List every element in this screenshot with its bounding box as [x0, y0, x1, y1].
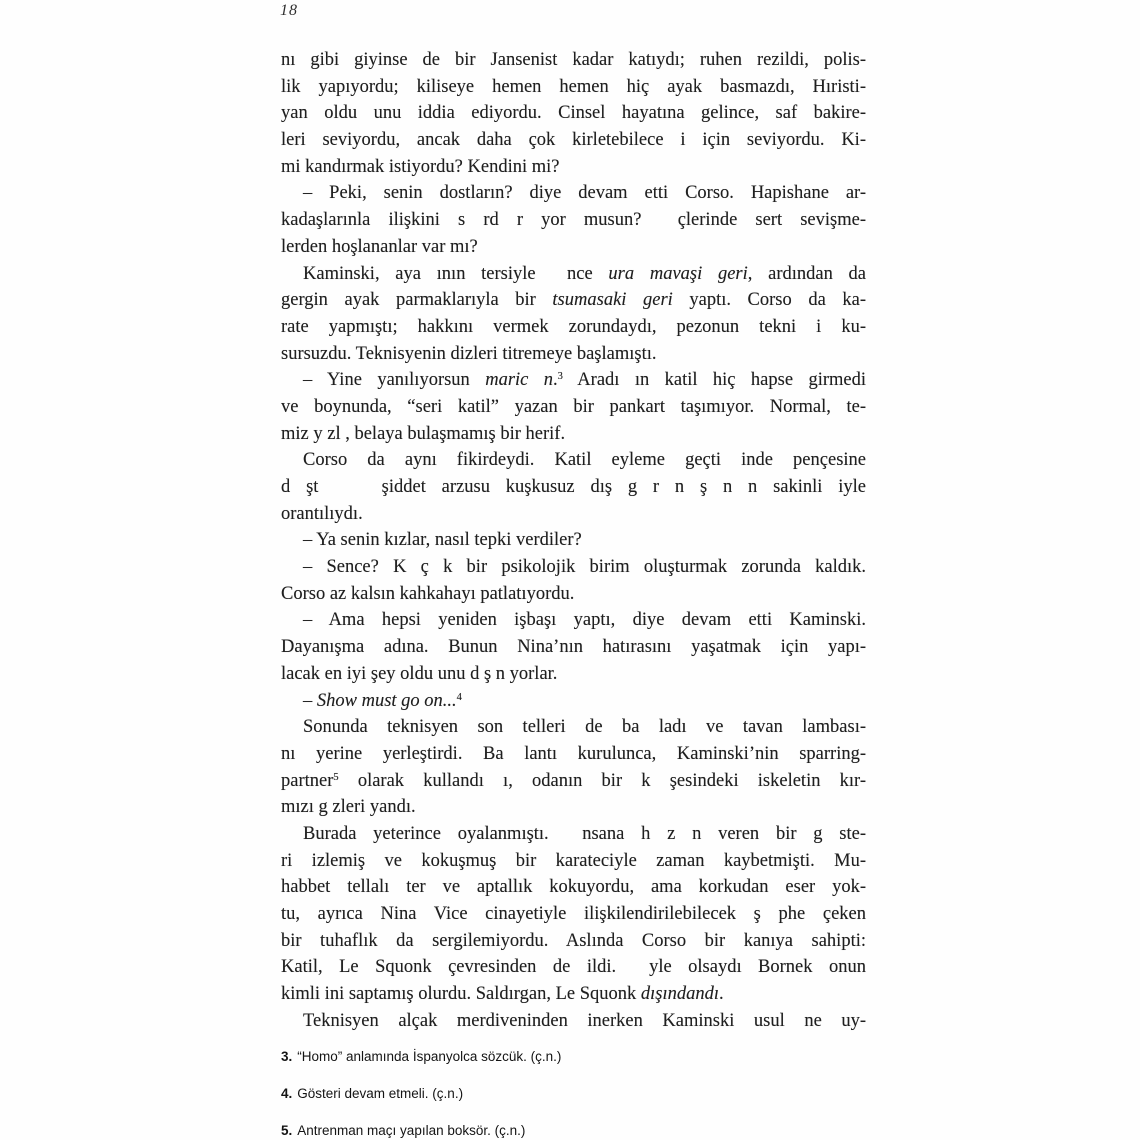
text-segment: . [719, 984, 724, 1005]
text-segment: ve boynunda, “seri katil” yazan bir pankart taşımıyor. Normal, te- [281, 396, 866, 417]
text-segment: yaptı. Corso da ka- [672, 290, 866, 311]
footnote-item [281, 1050, 866, 1064]
text-segment: kimli ini saptamış olurdu. Saldırgan, Le Squonk [281, 984, 641, 1005]
text-segment: – Ya senin kızlar, nasıl tepki verdiler? [303, 530, 582, 551]
text-line [281, 341, 866, 368]
text-segment: Corso az kalsın kahkahayı patlatıyordu. [281, 583, 575, 604]
text-segment: tsumasaki geri [552, 290, 673, 311]
text-segment: Aradı ın katil hiç hapse girmedi [562, 370, 866, 391]
footnote-text: “Homo” anlamında İspanyolca sözcük. (ç.n.) [297, 1049, 562, 1064]
footnote-number: 4. [281, 1086, 293, 1101]
footnote-marker: 4 [456, 691, 462, 703]
text-segment: – Ama hepsi yeniden işbaşı yaptı, diye devam etti Kaminski. [303, 610, 866, 631]
text-line [281, 768, 866, 795]
text-segment: rate yapmıştı; hakkını vermek zorundaydı, pezonun tekni i ku- [281, 316, 866, 337]
text-segment: Show must go on... [316, 690, 457, 711]
text-segment: lik yapıyordu; kiliseye hemen hemen hiç ayak basmazdı, Hıristi- [281, 76, 866, 97]
text-line [281, 207, 866, 234]
text-line [281, 821, 866, 848]
text-segment: sursuzdu. Teknisyenin dizleri titremeye başlamıştı. [281, 343, 657, 364]
text-segment: lerden hoşlananlar var mı? [281, 236, 478, 257]
text-segment: d şt şiddet arzusu kuşkusuz dış g r n ş n n sakinli iyle [281, 477, 866, 497]
text-segment: yan oldu unu iddia ediyordu. Cinsel hayatına gelince, saf bakire- [281, 103, 866, 124]
footnote-text: Gösteri devam etmeli. (ç.n.) [297, 1086, 464, 1101]
text-segment: Sonunda teknisyen son telleri de ba ladı ve tavan lambası- [303, 717, 866, 738]
footnote-marker: 3 [557, 371, 563, 383]
text-line [281, 954, 866, 981]
text-segment: olarak kullandı ı, odanın bir k şesindeki iskeletin kır- [338, 770, 866, 791]
text-line [281, 527, 866, 554]
footnote-item [281, 1124, 866, 1138]
text-line [281, 474, 866, 501]
text-segment: nı gibi giyinse de bir Jansenist kadar katıydı; ruhen rezildi, polis- [281, 50, 866, 70]
text-line [281, 848, 866, 875]
text-line [281, 714, 866, 741]
text-line [281, 314, 866, 341]
text-line [281, 47, 866, 74]
text-line [281, 74, 866, 101]
text-segment: ura mavaşi geri [608, 263, 748, 284]
text-line [281, 180, 866, 207]
text-line [281, 794, 866, 821]
page-body [281, 47, 866, 1034]
text-line [281, 367, 866, 394]
text-line [281, 421, 866, 448]
footnote-number: 3. [281, 1049, 293, 1064]
text-line [281, 287, 866, 314]
text-segment: Corso da aynı fikirdeydi. Katil eyleme geçti inde pençesine [303, 450, 866, 471]
text-line [281, 394, 866, 421]
text-line [281, 981, 866, 1008]
text-line [281, 688, 866, 715]
text-segment: tu, ayrıca Nina Vice cinayetiyle ilişkilendirilebilecek ş phe çeken [281, 904, 866, 924]
text-segment: partner [281, 770, 334, 791]
text-segment: ri izlemiş ve kokuşmuş bir karateciyle zaman kaybetmişti. Mu- [281, 850, 866, 871]
text-line [281, 154, 866, 181]
text-segment: Kaminski, aya ının tersiyle nce [303, 263, 609, 284]
text-segment: maric n [485, 370, 554, 391]
text-segment: dışındandı [640, 984, 719, 1005]
text-segment: Teknisyen alçak merdiveninden inerken Kaminski usul ne uy- [303, 1010, 866, 1031]
text-line [281, 554, 866, 581]
footnotes [281, 1050, 866, 1140]
text-segment: orantılıydı. [281, 503, 363, 524]
text-line [281, 634, 866, 661]
text-line [281, 901, 866, 928]
text-segment: – Peki, senin dostların? diye devam etti Corso. Hapishane ar- [303, 183, 866, 204]
text-line [281, 447, 866, 474]
text-segment: – [303, 690, 317, 711]
text-segment: mi kandırmak istiyordu? Kendini mi? [281, 156, 560, 177]
text-segment: – Yine yanılıyorsun [303, 370, 486, 391]
text-line [281, 127, 866, 154]
text-line [281, 100, 866, 127]
page-number: 18 [280, 2, 298, 19]
text-line [281, 261, 866, 288]
text-segment: kadaşlarınla ilişkini s rd r yor musun? çlerinde sert sevişme- [281, 210, 866, 231]
text-segment: , ardından da [747, 263, 866, 284]
text-segment: habbet tellalı ter ve aptallık kokuyordu, ama korkudan eser yok- [281, 877, 866, 898]
text-segment: gergin ayak parmaklarıyla bir [281, 290, 553, 311]
text-line [281, 607, 866, 634]
text-segment: miz y zl , belaya bulaşmamış bir herif. [281, 423, 566, 444]
text-line [281, 661, 866, 688]
text-segment: bir tuhaflık da sergilemiyordu. Aslında Corso bir kanıya sahipti: [281, 930, 866, 951]
text-segment: mızı g zleri yandı. [281, 797, 416, 818]
text-line [281, 874, 866, 901]
footnote-marker: 5 [333, 771, 339, 783]
text-segment: lacak en iyi şey oldu unu d ş n yorlar. [281, 663, 558, 684]
text-line [281, 1008, 866, 1035]
text-line [281, 234, 866, 261]
text-line [281, 501, 866, 528]
text-segment: . [553, 370, 558, 391]
footnote-text: Antrenman maçı yapılan boksör. (ç.n.) [297, 1123, 526, 1138]
text-line [281, 581, 866, 608]
footnote-number: 5. [281, 1123, 293, 1138]
text-segment: leri seviyordu, ancak daha çok kirletebilece i için seviyordu. Ki- [281, 130, 866, 151]
text-segment: Katil, Le Squonk çevresinden de ildi. yle olsaydı Bornek onun [281, 957, 866, 978]
text-segment: – Sence? K ç k bir psikolojik birim oluşturmak zorunda kaldık. [303, 557, 866, 578]
footnote-item [281, 1087, 866, 1101]
text-segment: Burada yeterince oyalanmıştı. nsana h z n veren bir g ste- [303, 823, 866, 844]
text-segment: nı yerine yerleştirdi. Ba lantı kurulunca, Kaminski’nin sparring- [281, 743, 866, 764]
text-line [281, 928, 866, 955]
text-line [281, 741, 866, 768]
text-segment: Dayanışma adına. Bunun Nina’nın hatırasını yaşatmak için yapı- [281, 637, 866, 658]
